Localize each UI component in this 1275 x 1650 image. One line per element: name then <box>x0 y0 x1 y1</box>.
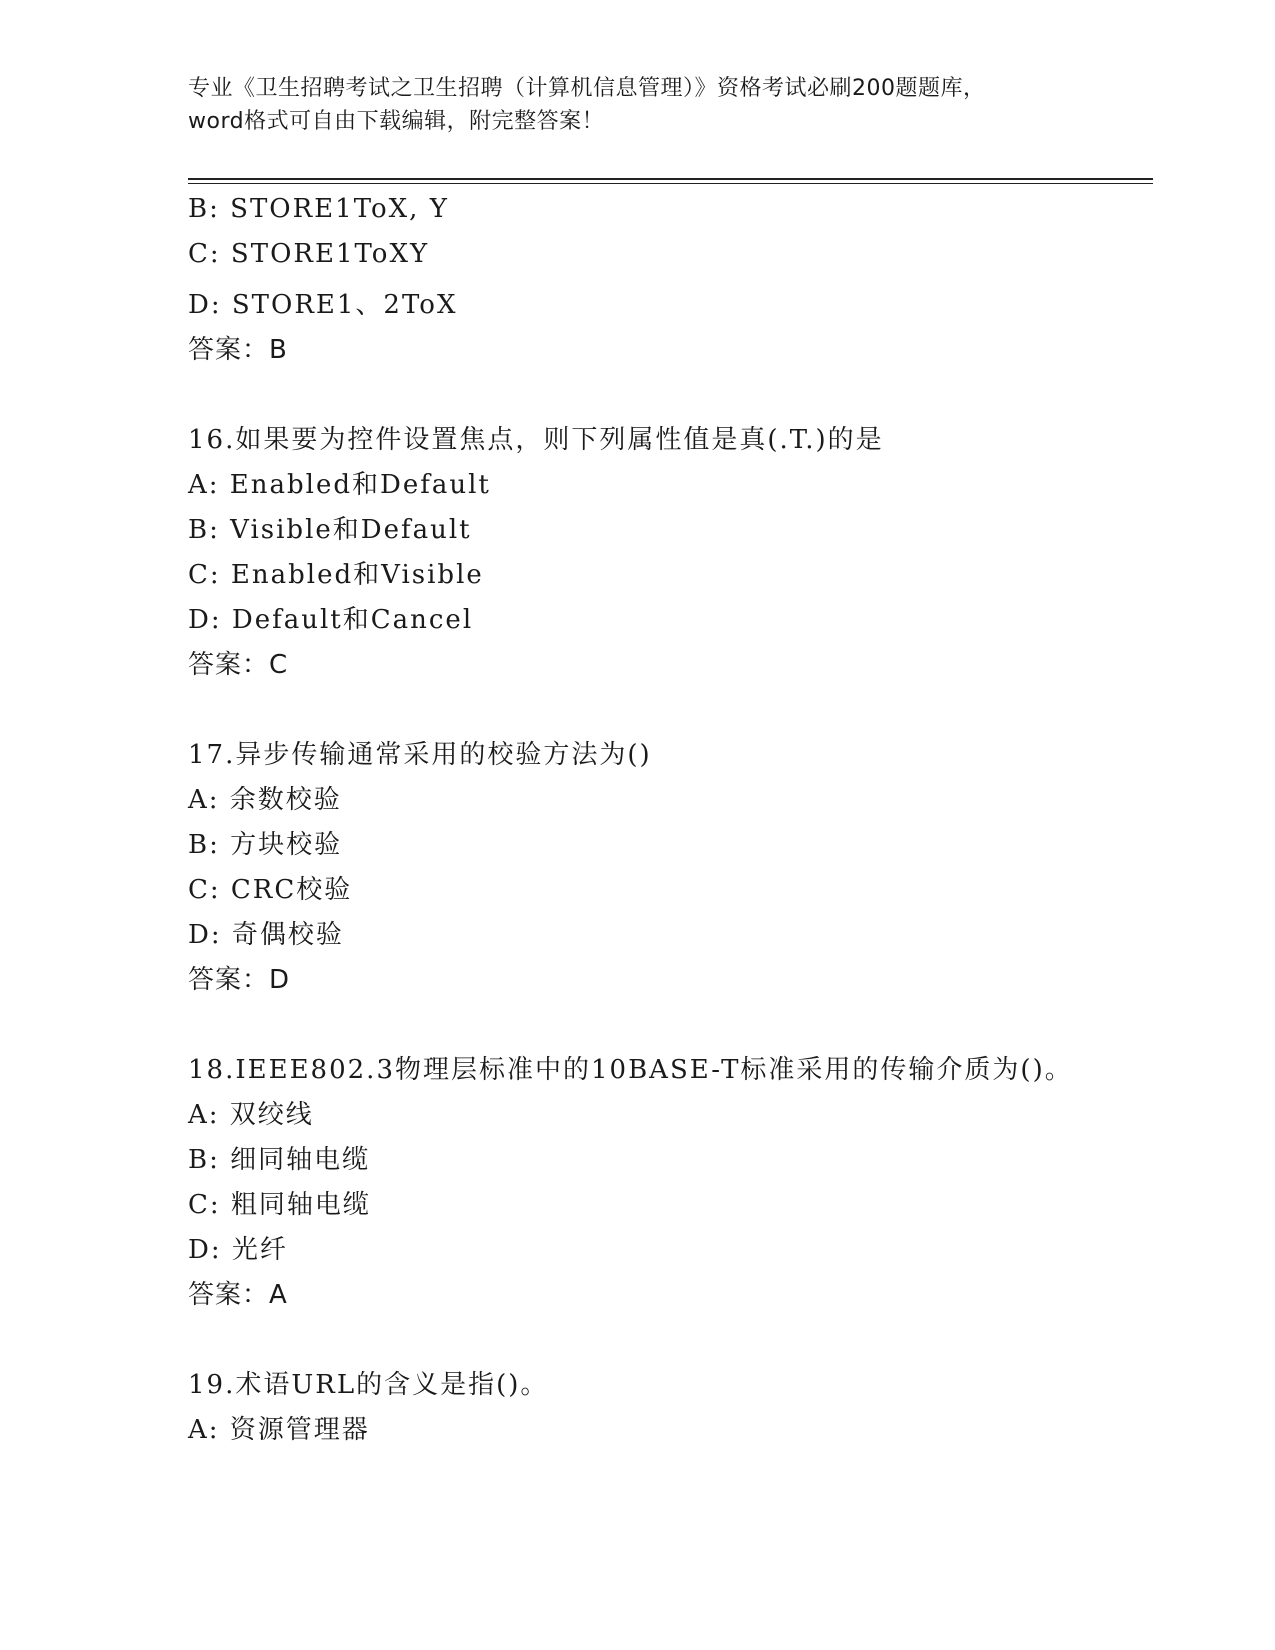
document-header <box>188 72 1088 138</box>
q16-question: 16.如果要为控件设置焦点，则下列属性值是真(.T.)的是 <box>188 425 884 455</box>
q16-option-a: A: Enabled和Default <box>188 470 491 500</box>
q19-question: 19.术语URL的含义是指()。 <box>188 1370 549 1400</box>
q15-option-c: C: STORE1ToXY <box>188 239 430 269</box>
q18-option-b: B: 细同轴电缆 <box>188 1145 371 1175</box>
q18-option-c: C: 粗同轴电缆 <box>188 1190 371 1220</box>
q18-answer: 答案：A <box>188 1280 288 1310</box>
header-title-line-1: 专业《卫生招聘考试之卫生招聘（计算机信息管理）》资格考试必刷200题题库， <box>188 76 986 101</box>
q15-answer: 答案：B <box>188 335 288 365</box>
q17-option-d: D: 奇偶校验 <box>188 920 344 950</box>
q18-question: 18.IEEE802.3物理层标准中的10BASE-T标准采用的传输介质为()。 <box>188 1055 1073 1085</box>
q16-option-c: C: Enabled和Visible <box>188 560 484 590</box>
header-title-line-2: word格式可自由下载编辑，附完整答案！ <box>188 109 605 134</box>
q17-question: 17.异步传输通常采用的校验方法为() <box>188 740 652 770</box>
header-divider-thick <box>188 178 1153 180</box>
q18-option-a: A: 双绞线 <box>188 1100 314 1130</box>
q16-answer: 答案：C <box>188 650 289 680</box>
q18-option-d: D: 光纤 <box>188 1235 288 1265</box>
q17-option-c: C: CRC校验 <box>188 875 353 905</box>
q17-option-b: B: 方块校验 <box>188 830 343 860</box>
header-divider-thin <box>188 183 1153 184</box>
q17-answer: 答案：D <box>188 965 291 995</box>
q16-option-d: D: Default和Cancel <box>188 605 474 635</box>
q16-option-b: B: Visible和Default <box>188 515 472 545</box>
q17-option-a: A: 余数校验 <box>188 785 342 815</box>
q15-option-b: B: STORE1ToX, Y <box>188 194 449 224</box>
q15-option-d: D: STORE1、2ToX <box>188 290 458 320</box>
q19-option-a: A: 资源管理器 <box>188 1415 370 1445</box>
